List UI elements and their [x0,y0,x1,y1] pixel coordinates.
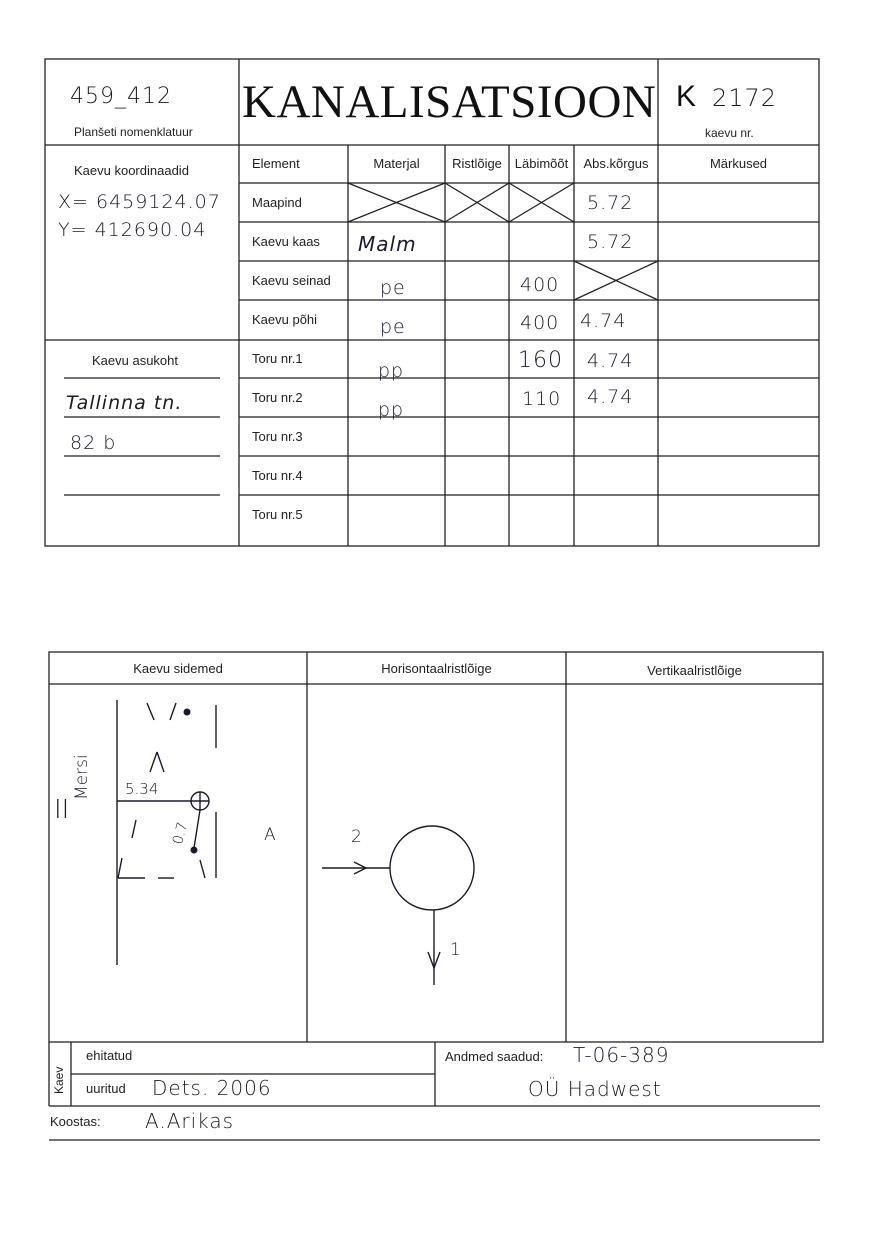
col-section: Ristlõige [452,156,502,171]
panel-links-title: Kaevu sidemed [133,661,223,676]
location-number: 82 b [70,432,117,454]
sheet-caption: Planšeti nomenklatuur [74,125,193,139]
col-notes: Märkused [709,156,768,171]
table-row-diameter: 110 [522,388,562,410]
sheet-number: 459_412 [70,84,172,109]
surveyed-label: uuritud [86,1081,126,1096]
location-label: Kaevu asukoht [92,353,179,368]
footer-kaev-label: Kaev [52,1066,66,1094]
panel-vertical-title: Vertikaalristlõige [647,663,742,678]
table-row-abs: 5.72 [587,192,634,214]
author-label: Koostas: [50,1114,101,1129]
company-name: OÜ Hadwest [528,1077,662,1101]
table-row-material: pp [378,360,405,382]
horizontal-section-drawing [322,826,474,985]
site-sketch [117,700,216,965]
table-row-element: Toru nr.1 [252,351,303,366]
table-row-element: Kaevu põhi [252,312,318,327]
col-material: Materjal [373,156,420,171]
table-row-material: Malm [358,232,417,256]
coord-y: Y= 412690.04 [58,219,207,241]
table-row-abs: 4.74 [580,310,627,332]
sketch-letter: A [264,825,276,845]
table-row-material: pe [380,277,406,299]
table-row-element: Toru nr.2 [252,390,303,405]
table-row-material: pe [380,316,406,338]
col-diameter: Läbimõõt [514,156,569,171]
table-row-diameter: 160 [518,348,563,373]
coords-label: Kaevu koordinaadid [74,163,189,178]
table-row-diameter: 400 [520,274,560,296]
col-abs-height: Abs.kõrgus [583,156,649,171]
author-value: A.Arikas [145,1109,235,1133]
table-row-abs: 5.72 [587,231,634,253]
table-row-element: Toru nr.3 [252,429,303,444]
sketch-roman-label: II [54,795,70,825]
col-element: Element [252,156,300,171]
pipe-in-number: 2 [351,827,362,847]
table-row-element: Kaevu seinad [252,273,331,288]
table-row-element: Kaevu kaas [252,234,320,249]
data-source-value: T-06-389 [573,1043,670,1067]
well-prefix: K [676,80,697,113]
pipe-out-number: 1 [450,940,461,960]
built-label: ehitatud [86,1048,133,1063]
sketch-distance-2: 0.7 [170,820,192,847]
coord-x: X= 6459124.07 [58,191,221,213]
table-row-element: Maapind [252,195,302,210]
table-row-material: pp [378,399,405,421]
sketch-street-label: Mersi [72,754,92,800]
sketch-distance-1: 5.34 [125,780,159,798]
table-row-element: Toru nr.5 [252,507,303,522]
location-street: Tallinna tn. [66,392,183,414]
panel-horizontal-title: Horisontaalristlõige [381,661,492,676]
table-row-abs: 4.74 [587,350,634,372]
surveyed-value: Dets. 2006 [152,1076,272,1100]
table-row-abs: 4.74 [587,386,634,408]
table-row-element: Toru nr.4 [252,468,303,483]
data-source-label: Andmed saadud: [445,1049,544,1064]
page-title: KANALISATSIOON [242,76,657,128]
well-caption: kaevu nr. [705,126,754,140]
table-row-diameter: 400 [520,312,560,334]
well-number: 2172 [712,84,778,112]
